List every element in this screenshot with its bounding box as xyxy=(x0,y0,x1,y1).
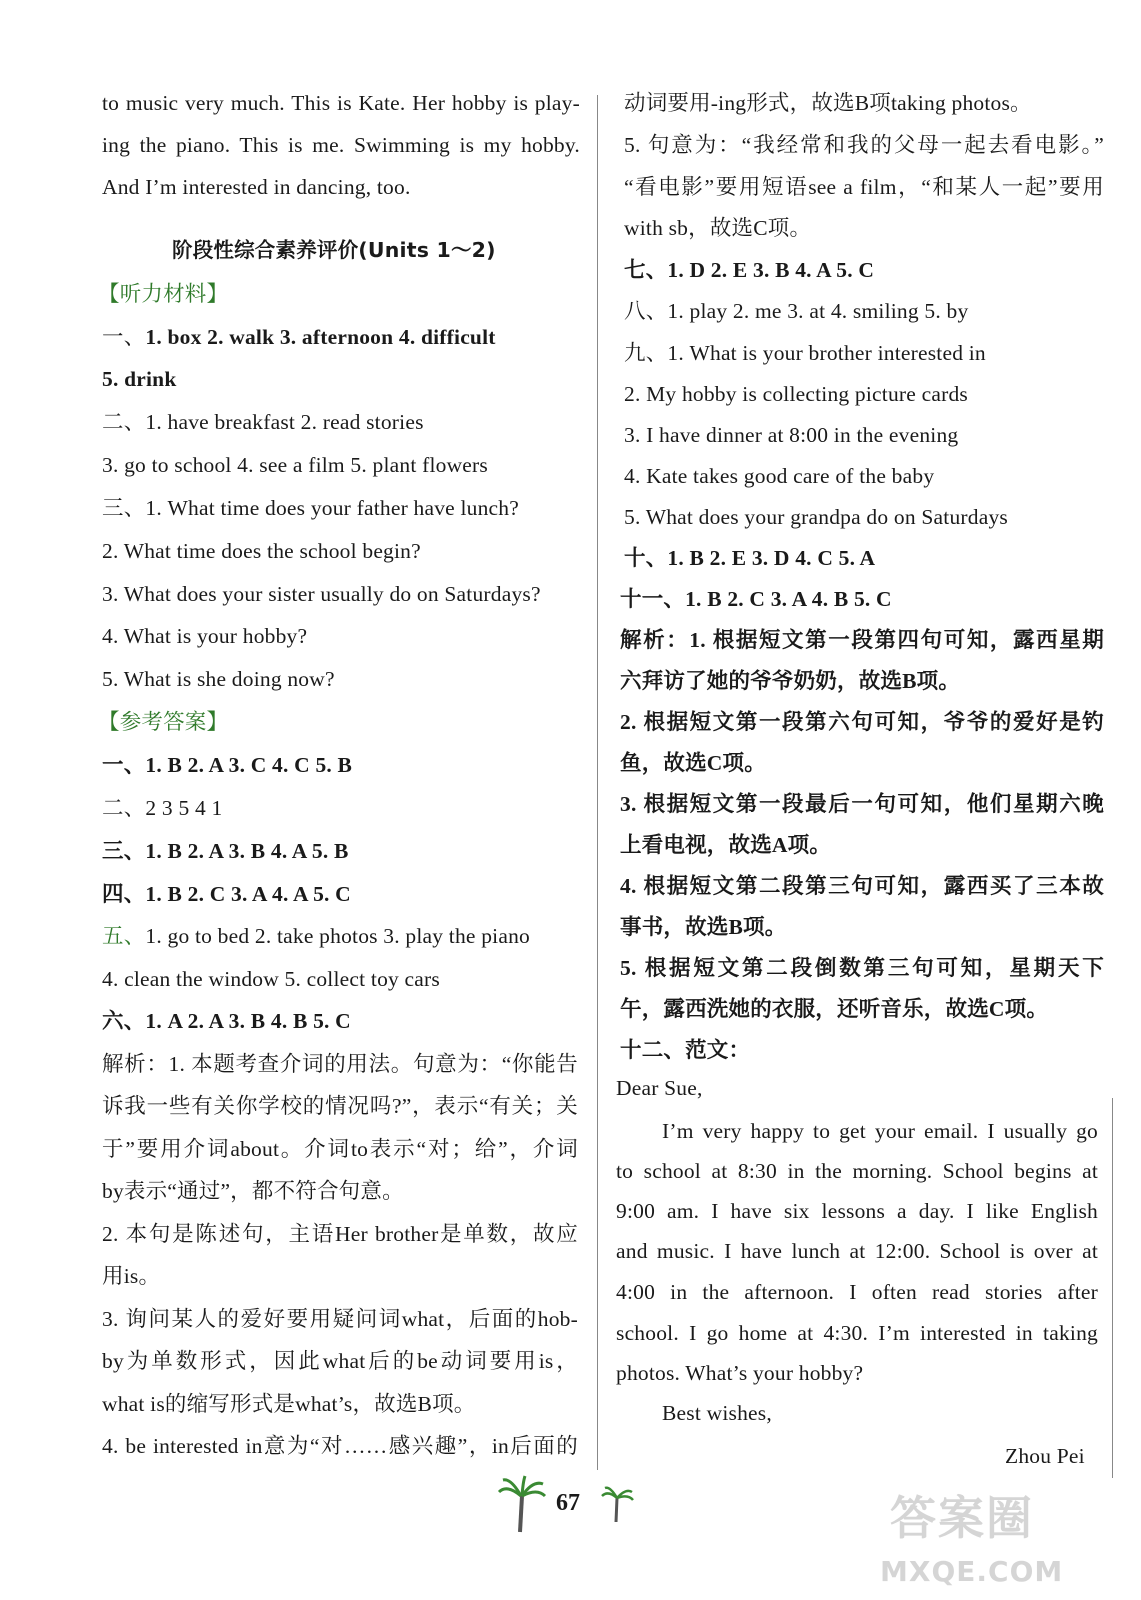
analysis-line: 4. be interested in意为“对……感兴趣”，in后面的 xyxy=(102,1434,578,1458)
watermark-text: 答案圈 xyxy=(890,1491,1034,1545)
text-line: 上看电视，故选A项。 xyxy=(620,833,832,857)
text-line: 九、1. What is your brother interested in xyxy=(624,341,986,365)
letter-line: 4:00 in the afternoon. I often read stories after xyxy=(616,1280,1098,1304)
letter-line: school. I go home at 4:30. I’m interested in taking xyxy=(616,1321,1098,1345)
text-line: 七、1. D 2. E 3. B 4. A 5. C xyxy=(624,258,875,282)
answer-item: 四、1. B 2. C 3. A 4. A 5. C xyxy=(102,882,351,906)
letter-closing: Best wishes, xyxy=(662,1401,772,1425)
palm-tree-icon xyxy=(497,1474,547,1534)
letter-signature: Zhou Pei xyxy=(1005,1444,1085,1468)
text-line: 5. 根据短文第二段倒数第三句可知，星期天下 xyxy=(620,956,1104,980)
text-line: 2. My hobby is collecting picture cards xyxy=(624,382,968,406)
listening-item: 三、1. What time does your father have lunch? xyxy=(102,496,519,520)
text-line: 事书，故选B项。 xyxy=(620,915,787,939)
listening-item: 二、1. have breakfast 2. read stories xyxy=(102,410,424,434)
listening-tag: 【听力材料】 xyxy=(98,282,229,306)
analysis-line: 解析：1. 本题考查介词的用法。句意为：“你能告 xyxy=(102,1052,578,1076)
intro-line: to music very much. This is Kate. Her hobby is play- xyxy=(102,91,580,115)
letter-line: and music. I have lunch at 12:00. School is over at xyxy=(616,1239,1098,1263)
text-line: 5. 句意为：“我经常和我的父母一起去看电影。” xyxy=(624,133,1104,157)
analysis-line: 诉我一些有关你学校的情况吗?”，表示“有关；关 xyxy=(102,1094,578,1118)
analysis-line: by表示“通过”，都不符合句意。 xyxy=(102,1179,404,1203)
answer-item: 4. clean the window 5. collect toy cars xyxy=(102,967,440,991)
text-line: 十一、1. B 2. C 3. A 4. B 5. C xyxy=(620,587,892,611)
answer-item: 六、1. A 2. A 3. B 4. B 5. C xyxy=(102,1009,351,1033)
text-line: 2. 根据短文第一段第六句可知，爷爷的爱好是钓 xyxy=(620,710,1104,734)
text-line: 3. I have dinner at 8:00 in the evening xyxy=(624,423,959,447)
listening-item: 3. go to school 4. see a film 5. plant flowers xyxy=(102,453,488,477)
analysis-line: what is的缩写形式是what’s，故选B项。 xyxy=(102,1392,476,1416)
intro-line: And I’m interested in dancing, too. xyxy=(102,175,411,199)
watermark-url: MXQE.COM xyxy=(880,1555,1064,1588)
watermark xyxy=(880,1478,1110,1588)
letter-line: photos. What’s your hobby? xyxy=(616,1361,864,1385)
text-line: 六拜访了她的爷爷奶奶，故选B项。 xyxy=(620,669,961,693)
listening-item: 5. drink xyxy=(102,367,177,391)
analysis-line: 于”要用介词about。介词to表示“对；给”，介词 xyxy=(102,1137,578,1161)
text-line: 5. What does your grandpa do on Saturdays xyxy=(624,505,1008,529)
listening-item: 3. What does your sister usually do on Saturdays? xyxy=(102,582,541,606)
text-line: 八、1. play 2. me 3. at 4. smiling 5. by xyxy=(624,299,969,323)
letter-line: 9:00 am. I have six lessons a day. I like English xyxy=(616,1199,1098,1223)
text-line: 十、1. B 2. E 3. D 4. C 5. A xyxy=(624,546,876,570)
analysis-line: 用is。 xyxy=(102,1264,161,1288)
column-divider xyxy=(597,95,598,1470)
analysis-line: 3. 询问某人的爱好要用疑问词what，后面的hob- xyxy=(102,1307,578,1331)
page-number: 67 xyxy=(556,1490,580,1516)
answer-item: 五、1. go to bed 2. take photos 3. play the piano xyxy=(102,924,530,948)
text-line: 3. 根据短文第一段最后一句可知，他们星期六晚 xyxy=(620,792,1104,816)
answer-item: 一、1. B 2. A 3. C 4. C 5. B xyxy=(102,753,353,777)
listening-item: 5. What is she doing now? xyxy=(102,667,335,691)
listening-item: 4. What is your hobby? xyxy=(102,624,308,648)
text-line: 午，露西洗她的衣服，还听音乐，故选C项。 xyxy=(620,997,1049,1021)
text-line: “看电影”要用短语see a film，“和某人一起”要用 xyxy=(624,175,1104,199)
palm-tree-icon xyxy=(600,1484,634,1524)
text-line: 动词要用-ing形式，故选B项taking photos。 xyxy=(624,91,1032,115)
answer-item: 三、1. B 2. A 3. B 4. A 5. B xyxy=(102,839,349,863)
answer-item: 二、2 3 5 4 1 xyxy=(102,796,223,820)
text-line: 鱼，故选C项。 xyxy=(620,751,766,775)
text-line: with sb，故选C项。 xyxy=(624,216,812,240)
text-line: 4. Kate takes good care of the baby xyxy=(624,464,935,488)
listening-item: 一、1. box 2. walk 3. afternoon 4. difficult xyxy=(102,325,496,349)
text-line: 解析：1. 根据短文第一段第四句可知，露西星期 xyxy=(620,628,1104,652)
letter-line: I’m very happy to get your email. I usually go xyxy=(662,1119,1098,1143)
text-line: 4. 根据短文第二段第三句可知，露西买了三本故 xyxy=(620,874,1104,898)
listening-item: 2. What time does the school begin? xyxy=(102,539,421,563)
letter-line: to school at 8:30 in the morning. School begins at xyxy=(616,1159,1098,1183)
section-heading: 阶段性综合素养评价(Units 1～2) xyxy=(172,238,496,262)
column-divider xyxy=(1112,1098,1113,1478)
intro-line: ing the piano. This is me. Swimming is my hobby. xyxy=(102,133,580,157)
analysis-line: by为单数形式，因此what后的be动词要用is， xyxy=(102,1349,578,1373)
analysis-line: 2. 本句是陈述句，主语Her brother是单数，故应 xyxy=(102,1222,578,1246)
answers-tag: 【参考答案】 xyxy=(98,710,229,734)
letter-greeting: Dear Sue, xyxy=(616,1076,703,1100)
text-line: 十二、范文： xyxy=(620,1038,751,1062)
